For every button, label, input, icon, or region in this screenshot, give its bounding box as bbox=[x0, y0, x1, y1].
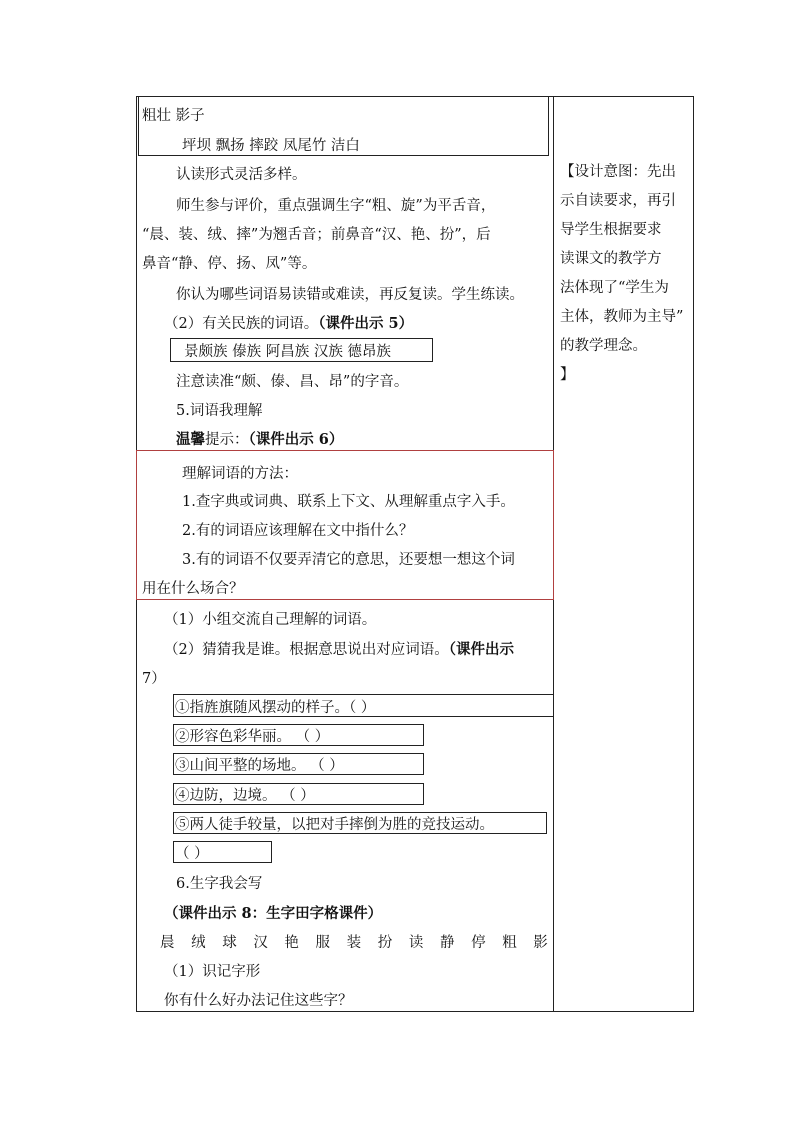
method-item-3a: 3.有的词语不仅要弄清它的意思，还要想一想这个词 bbox=[182, 552, 515, 568]
group-discussion: （1）小组交流自己理解的词语。 bbox=[164, 612, 377, 628]
method-item-3b: 用在什么场合？ bbox=[142, 581, 244, 597]
section-6-heading: 6.生字我会写 bbox=[176, 876, 263, 892]
guess-item-5b: （ ） bbox=[175, 846, 209, 862]
paragraph-practice: 你认为哪些词语易读错或难读，再反复读。学生练读。 bbox=[176, 287, 524, 303]
paragraph-pronunciation: 注意读准“颇、傣、昌、昂”的字音。 bbox=[176, 374, 409, 390]
ethnic-words: 景颇族 傣族 阿昌族 汉族 德昂族 bbox=[184, 344, 391, 360]
note-line-3: 导学生根据要求 bbox=[560, 222, 662, 238]
note-line-4: 读课文的教学方 bbox=[560, 251, 662, 267]
paragraph-evaluation-1: 师生参与评价，重点强调生字“粗、旋”为平舌音， bbox=[176, 198, 496, 214]
vocab-line-1: 粗壮 影子 bbox=[142, 108, 205, 124]
paragraph-reading-form: 认读形式灵活多样。 bbox=[176, 167, 307, 183]
design-intent-note bbox=[560, 158, 690, 390]
guess-item-5: ⑤两人徒手较量，以把对手摔倒为胜的竞技运动。 bbox=[175, 817, 494, 833]
guess-item-3: ③山间平整的场地。 （ ） bbox=[175, 758, 344, 774]
paragraph-evaluation-2: “晨、装、绒、摔”为翘舌音；前鼻音“汉、艳、扮”，后 bbox=[142, 227, 491, 243]
recognize-glyphs: （1）识记字形 bbox=[164, 964, 261, 980]
vocab-line-2: 坪坝 飘扬 摔跤 凤尾竹 洁白 bbox=[182, 138, 360, 154]
method-item-2: 2.有的词语应该理解在文中指什么？ bbox=[182, 523, 414, 539]
paragraph-ethnic-heading bbox=[164, 312, 413, 333]
method-title: 理解词语的方法： bbox=[182, 466, 298, 482]
guess-heading-courseware: （课件出示 bbox=[448, 641, 514, 658]
section-5-heading: 5.词语我理解 bbox=[176, 403, 263, 419]
guess-item-1: ①指旌旗随风摆动的样子。（ ） bbox=[175, 700, 376, 716]
courseware-8: （课件出示 8：生字田字格课件） bbox=[164, 905, 383, 922]
note-line-8: 】 bbox=[560, 367, 575, 383]
guess-heading-text: （2）猜猜我是谁。根据意思说出对应词语。 bbox=[164, 642, 449, 658]
guess-item-2: ②形容色彩华丽。 （ ） bbox=[175, 729, 330, 745]
tip-text: 提示： bbox=[205, 432, 249, 448]
note-line-6: 主体，教师为主导” bbox=[560, 309, 684, 325]
tip-courseware: （课件出示 6） bbox=[248, 431, 344, 448]
tip-line bbox=[176, 428, 343, 449]
note-line-2: 示自读要求，再引 bbox=[560, 193, 676, 209]
guess-heading-cont: 7） bbox=[142, 671, 166, 687]
new-characters: 晨 绒 球 汉 艳 服 装 扮 读 静 停 粗 影 bbox=[160, 935, 554, 951]
memory-question: 你有什么好办法记住这些字？ bbox=[164, 993, 353, 1009]
ethnic-heading-text: （2）有关民族的词语。 bbox=[164, 316, 319, 332]
note-line-7: 的教学理念。 bbox=[560, 338, 647, 354]
guess-heading bbox=[164, 638, 514, 659]
note-line-1: 【设计意图：先出 bbox=[560, 164, 676, 180]
note-line-5: 法体现了“学生为 bbox=[560, 280, 669, 296]
guess-item-4: ④边防，边境。 （ ） bbox=[175, 788, 315, 804]
tip-bold: 温馨 bbox=[176, 431, 205, 448]
paragraph-evaluation-3: 鼻音“静、停、扬、凤”等。 bbox=[142, 256, 317, 272]
method-item-1: 1.查字典或词典、联系上下文、从理解重点字入手。 bbox=[182, 494, 515, 510]
ethnic-heading-courseware: （课件出示 5） bbox=[318, 315, 414, 332]
